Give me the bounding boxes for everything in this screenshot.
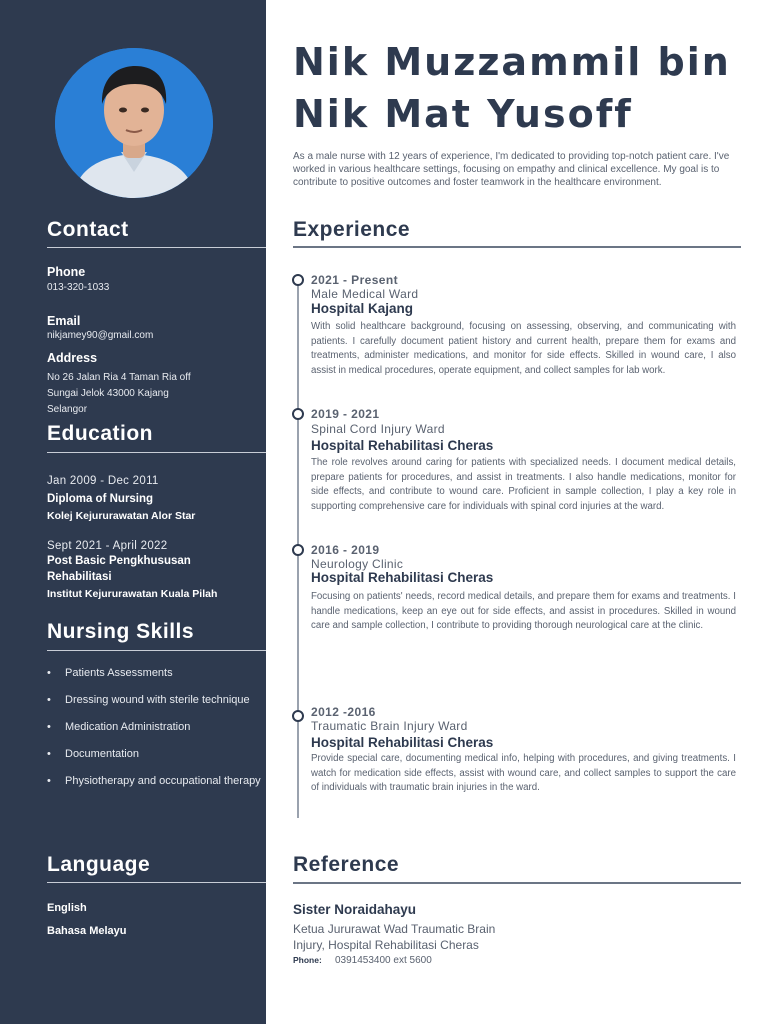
contact-divider: [47, 247, 266, 248]
skills-divider: [47, 650, 266, 651]
job-dates: 2019 - 2021: [311, 407, 380, 421]
reference-title: Ketua Jururawat Wad Traumatic Brain Injury, Hospital Rehabilitasi Cheras: [293, 922, 496, 952]
timeline-dot: [292, 408, 304, 420]
email-label: Email: [47, 314, 81, 328]
education-dates: Sept 2021 - April 2022: [47, 540, 168, 552]
contact-heading: Contact: [47, 218, 129, 241]
job-description: Provide special care, documenting medical info, helping with procedures, and giving treatments. I watch for medication side effects, assist with wound care, and collect samples to support the care of individuals with traumatic brain injuries in the ward.: [311, 753, 736, 794]
full-name: [293, 36, 731, 140]
education-divider: [47, 452, 266, 453]
address-label: Address: [47, 351, 98, 365]
person-portrait-icon: [55, 48, 213, 198]
skill-item: • Documentation: [47, 747, 262, 762]
phone-value: 013-320-1033: [47, 282, 110, 293]
education-heading: Education: [47, 422, 154, 445]
reference-phone: 0391453400 ext 5600: [335, 955, 432, 966]
job-description: Focusing on patients' needs, record medical details, and prepare them for exams and treatments. I handle medications, keep an eye out for side effects, and assist in procedures. Skilled in wound care and sample collection, I contribute to providing thorough neurological care at the clinic.: [311, 591, 736, 632]
address-line-3: Selangor: [47, 404, 88, 415]
education-dates: Jan 2009 - Dec 2011: [47, 475, 159, 487]
job-description: With solid healthcare background, focusing on assessing, observing, and communicating with patients. I carefully document patient history and current health, prepare them for exams and treatments, administer medications, and monitor for side effects. Skilled in wound care, I also assist in medical procedures, operate equipment, and collect samples for lab work.: [311, 321, 736, 376]
address-line-2: Sungai Jelok 43000 Kajang: [47, 388, 169, 399]
education-school: Institut Kejururawatan Kuala Pilah: [47, 588, 218, 600]
job-dates: 2016 - 2019: [311, 543, 380, 557]
experience-heading: Experience: [293, 218, 411, 241]
phone-label: Phone: [47, 265, 86, 279]
skill-item: • Dressing wound with sterile technique: [47, 693, 262, 708]
skill-item: • Medication Administration: [47, 720, 262, 735]
language-item: Bahasa Melayu: [47, 925, 127, 937]
job-role: Traumatic Brain Injury Ward: [311, 719, 468, 733]
job-role: Male Medical Ward: [311, 287, 419, 301]
job-role: Spinal Cord Injury Ward: [311, 422, 445, 436]
job-place: Hospital Rehabilitasi Cheras: [311, 438, 494, 453]
education-school: Kolej Kejururawatan Alor Star: [47, 510, 196, 522]
job-dates: 2012 -2016: [311, 705, 376, 719]
reference-phone-label: Phone:: [293, 955, 322, 965]
reference-name: Sister Noraidahayu: [293, 902, 417, 917]
skill-item: • Physiotherapy and occupational therapy: [47, 774, 262, 789]
sidebar: [0, 0, 266, 1024]
job-place: Hospital Rehabilitasi Cheras: [311, 735, 494, 750]
reference-heading: Reference: [293, 853, 400, 876]
experience-divider: [293, 246, 741, 248]
job-role: Neurology Clinic: [311, 557, 404, 571]
language-heading: Language: [47, 853, 151, 876]
profile-summary: As a male nurse with 12 years of experience, I'm dedicated to providing top-notch patient care. I've worked in various healthcare settings, focusing on empathy and clinical excellence. My goal is to contribute to positive outcomes and foster teamwork in the healthcare environment.: [293, 151, 730, 188]
name-line-2: Nik Mat Yusoff: [293, 92, 633, 136]
skills-list: [47, 666, 262, 801]
job-place: Hospital Rehabilitasi Cheras: [311, 570, 494, 585]
address-line-1: No 26 Jalan Ria 4 Taman Ria off: [47, 372, 191, 383]
email-value: nikjamey90@gmail.com: [47, 330, 154, 341]
education-degree: Post Basic Pengkhususan Rehabilitasi: [47, 555, 191, 583]
job-description: The role revolves around caring for patients with specialized needs. I document medical details, prepare patients for procedures, and assist in treatments. I also handle medications, monitor for side effects, and contribute to wound care. Proficient in sample collection, I play a key role in supporting comprehensive care for individuals with spinal cord injuries at the ward.: [311, 457, 736, 512]
education-degree: Diploma of Nursing: [47, 493, 154, 505]
name-line-1: Nik Muzzammil bin: [293, 40, 731, 84]
profile-photo: [55, 48, 213, 198]
timeline-dot: [292, 710, 304, 722]
timeline-dot: [292, 544, 304, 556]
language-item: English: [47, 902, 87, 914]
job-dates: 2021 - Present: [311, 273, 398, 287]
language-divider: [47, 882, 266, 883]
job-place: Hospital Kajang: [311, 301, 414, 316]
skill-item: • Patients Assessments: [47, 666, 262, 681]
skills-heading: Nursing Skills: [47, 620, 195, 643]
reference-divider: [293, 882, 741, 884]
timeline-dot: [292, 274, 304, 286]
